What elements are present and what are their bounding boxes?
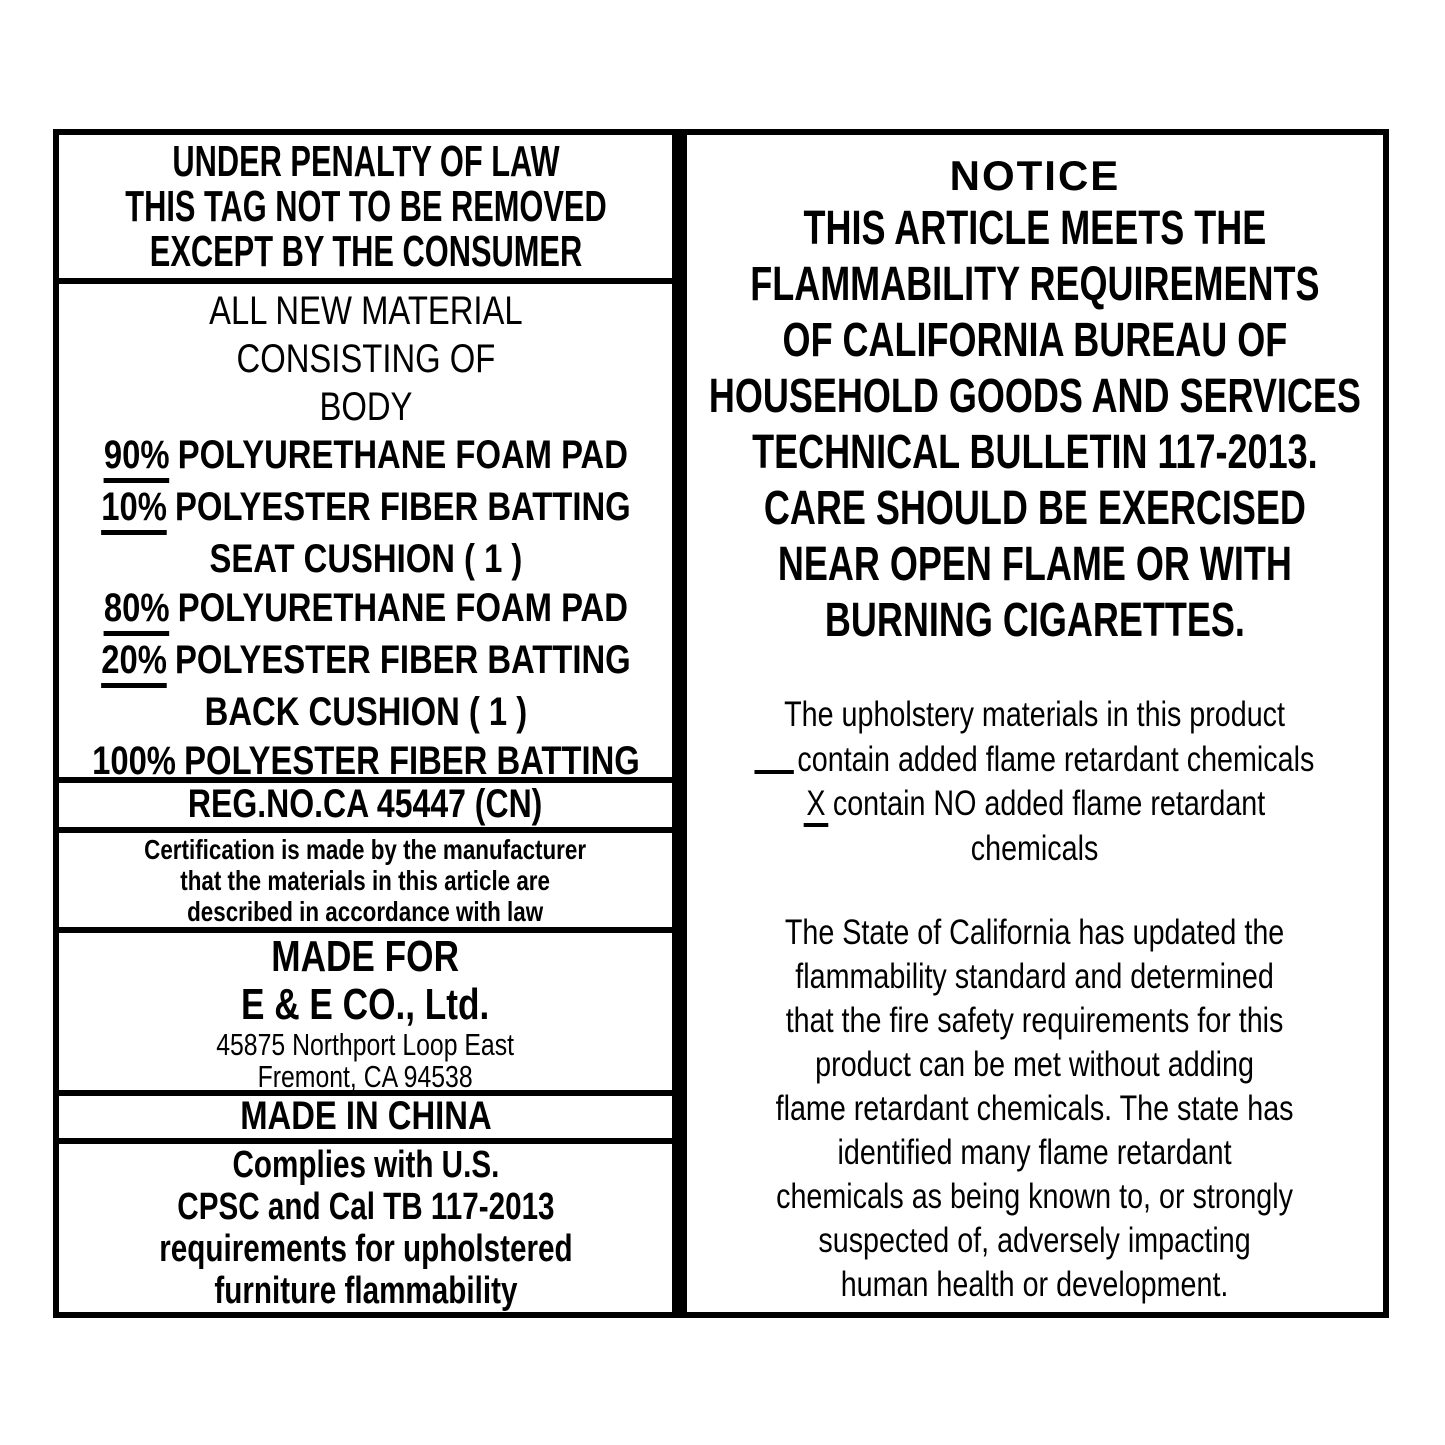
- x-checkmark: X: [804, 786, 828, 827]
- california-update-line: suspected of, adversely impacting: [818, 1220, 1252, 1260]
- materials-intro-line: CONSISTING OF: [236, 337, 495, 381]
- certification-line: that the materials in this article are: [180, 865, 551, 896]
- california-update-line: identified many flame retardant: [837, 1132, 1233, 1172]
- material-percent: 20%: [101, 640, 167, 688]
- flame-retardant-option-none: [687, 782, 1383, 827]
- flame-retardant-section: [687, 693, 1383, 871]
- material-text: POLYESTER FIBER BATTING: [183, 739, 640, 783]
- law-label: [53, 129, 1389, 1318]
- material-percent: 80%: [104, 588, 170, 636]
- materials-intro-line: ALL NEW MATERIAL: [208, 289, 523, 333]
- company-address-line: Fremont, CA 94538: [257, 1059, 474, 1094]
- statement-line: BURNING CIGARETTES.: [825, 594, 1246, 647]
- back-cushion-heading: BACK CUSHION ( 1 ): [204, 690, 527, 734]
- made-in-section: [59, 1096, 672, 1144]
- material-percent: 90%: [104, 435, 170, 483]
- left-panel: [53, 129, 678, 1318]
- registration-section: [59, 783, 672, 833]
- material-row: [59, 431, 672, 483]
- materials-section: [59, 284, 672, 783]
- made-in-text: MADE IN CHINA: [239, 1096, 492, 1138]
- complies-line: CPSC and Cal TB 117-2013: [176, 1186, 555, 1228]
- certification-line: Certification is made by the manufacturer: [144, 834, 587, 865]
- penalty-line: THIS TAG NOT TO BE REMOVED: [124, 182, 607, 231]
- material-text: POLYURETHANE FOAM PAD: [177, 586, 628, 630]
- california-update-line: flammability standard and determined: [795, 956, 1275, 996]
- company-address-line: 45875 Northport Loop East: [216, 1027, 515, 1062]
- california-update-line: chemicals as being known to, or strongly: [776, 1176, 1294, 1216]
- penalty-line: UNDER PENALTY OF LAW: [171, 137, 560, 186]
- material-row: [59, 483, 672, 535]
- statement-line: FLAMMABILITY REQUIREMENTS: [750, 258, 1320, 311]
- complies-line: furniture flammability: [213, 1270, 518, 1312]
- blank-checkline: [755, 740, 794, 774]
- material-text: POLYESTER FIBER BATTING: [174, 485, 631, 529]
- company-name: E & E CO., Ltd.: [241, 980, 490, 1029]
- certification-line: described in accordance with law: [187, 896, 544, 927]
- material-row: [59, 737, 672, 783]
- california-update-line: that the fire safety requirements for this: [786, 1000, 1284, 1040]
- flame-retardant-line: chemicals: [971, 828, 1099, 868]
- material-text: POLYESTER FIBER BATTING: [174, 638, 631, 682]
- material-row: [59, 636, 672, 688]
- flame-retardant-line: The upholstery materials in this product: [784, 695, 1286, 734]
- material-percent: 10%: [101, 487, 167, 535]
- california-update-line: human health or development.: [841, 1264, 1229, 1304]
- california-update-line: The State of California has updated the: [785, 912, 1285, 952]
- statement-line: TECHNICAL BULLETIN 117-2013.: [752, 426, 1318, 479]
- notice-panel: [677, 129, 1389, 1318]
- flame-retardant-option-added: [687, 737, 1383, 782]
- statement-line: THIS ARTICLE MEETS THE: [803, 202, 1267, 255]
- certification-section: [59, 833, 672, 933]
- option-added-text: contain added flame retardant chemicals: [797, 739, 1315, 779]
- statement-line: CARE SHOULD BE EXERCISED: [763, 482, 1307, 535]
- notice-title: NOTICE: [949, 152, 1121, 199]
- california-update-line: product can be met without adding: [815, 1044, 1255, 1084]
- materials-intro-line: BODY: [319, 385, 412, 429]
- material-text: POLYURETHANE FOAM PAD: [177, 433, 628, 477]
- california-update-section: [687, 911, 1383, 1307]
- made-for-section: [59, 933, 672, 1096]
- statement-line: OF CALIFORNIA BUREAU OF: [782, 314, 1288, 367]
- complies-section: [59, 1144, 672, 1312]
- statement-line: HOUSEHOLD GOODS AND SERVICES: [708, 370, 1362, 423]
- option-none-text: contain NO added flame retardant: [833, 783, 1266, 823]
- material-percent: 100%: [92, 741, 176, 783]
- complies-line: Complies with U.S.: [232, 1144, 499, 1186]
- california-update-line: flame retardant chemicals. The state has: [776, 1088, 1294, 1128]
- penalty-line: EXCEPT BY THE CONSUMER: [149, 227, 582, 276]
- material-row: [59, 584, 672, 636]
- complies-line: requirements for upholstered: [158, 1228, 573, 1270]
- penalty-section: [59, 135, 672, 284]
- made-for-title: MADE FOR: [271, 933, 460, 981]
- registration-number: REG.NO.CA 45447 (CN): [188, 783, 543, 826]
- seat-cushion-heading: SEAT CUSHION ( 1 ): [209, 537, 522, 581]
- statement-line: NEAR OPEN FLAME OR WITH: [778, 538, 1292, 591]
- flammability-statement: [687, 201, 1383, 649]
